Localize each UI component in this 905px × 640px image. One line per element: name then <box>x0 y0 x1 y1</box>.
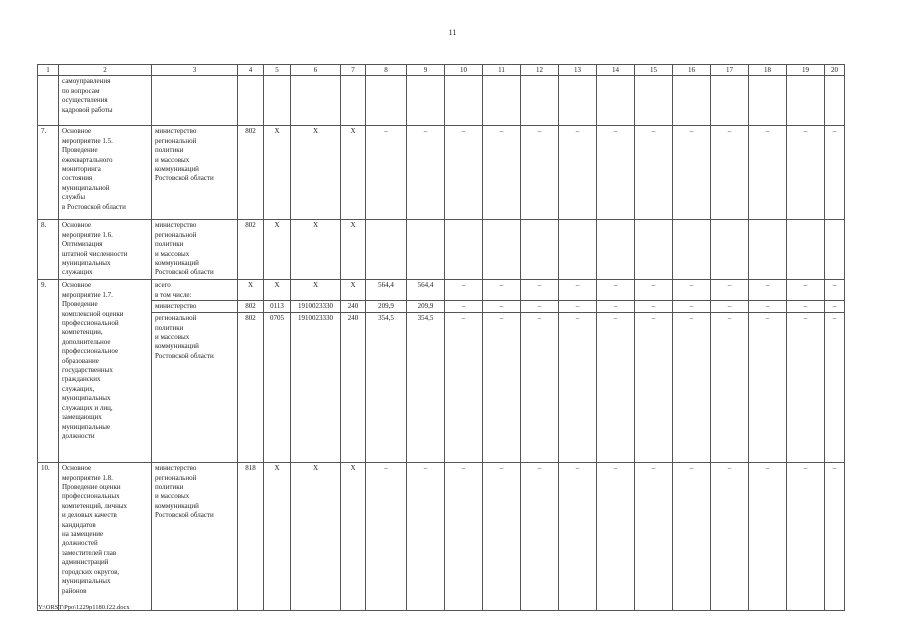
year-value-cell: 564,4 <box>407 280 445 301</box>
year-value-cell: – <box>749 280 787 301</box>
year-value-cell: – <box>483 280 521 301</box>
year-value-cell: – <box>825 280 845 301</box>
executor-cell: всего в том числе: <box>152 280 238 301</box>
year-value-cell: – <box>559 126 597 220</box>
year-value-cell: – <box>711 126 749 220</box>
year-value-cell: 354,5 <box>407 313 445 463</box>
year-value-cell <box>445 220 483 280</box>
year-value-cell: – <box>559 301 597 313</box>
year-value-cell: – <box>407 126 445 220</box>
total-expense-cell: 354,5 <box>366 313 407 463</box>
year-value-cell: – <box>825 126 845 220</box>
year-value-cell: – <box>559 313 597 463</box>
year-value-cell: – <box>635 313 673 463</box>
column-header: 19 <box>787 65 825 76</box>
column-header: 7 <box>341 65 366 76</box>
year-value-cell: – <box>711 313 749 463</box>
csr-cell: 1910023330 <box>291 301 341 313</box>
column-header: 15 <box>635 65 673 76</box>
row-number-cell: 8. <box>38 220 59 280</box>
rzpr-cell: 0705 <box>264 313 291 463</box>
year-value-cell: – <box>749 301 787 313</box>
total-expense-cell: 564,4 <box>366 280 407 301</box>
year-value-cell: – <box>521 280 559 301</box>
column-header: 10 <box>445 65 483 76</box>
year-value-cell: – <box>597 313 635 463</box>
year-value-cell: 209,9 <box>407 301 445 313</box>
year-value-cell: – <box>483 313 521 463</box>
year-value-cell: – <box>635 301 673 313</box>
table-row <box>38 301 845 313</box>
column-header: 14 <box>597 65 635 76</box>
year-value-cell: – <box>673 280 711 301</box>
table-row <box>38 280 845 301</box>
executor-cell: региональной политики и массовых коммуникаций Ростовской области <box>152 313 238 463</box>
column-header: 16 <box>673 65 711 76</box>
rzpr-cell <box>264 76 291 126</box>
year-value-cell: – <box>597 301 635 313</box>
rzpr-cell: X <box>264 463 291 611</box>
year-value-cell: – <box>749 463 787 611</box>
year-value-cell: – <box>787 463 825 611</box>
year-value-cell <box>711 220 749 280</box>
year-value-cell: – <box>445 463 483 611</box>
table-row <box>38 463 845 611</box>
column-number-row <box>38 65 845 76</box>
year-value-cell: – <box>787 126 825 220</box>
row-number-cell <box>38 76 59 126</box>
column-header: 2 <box>59 65 152 76</box>
executor-cell: министерство региональной политики и массовых коммуникаций Ростовской области <box>152 463 238 611</box>
year-value-cell <box>787 76 825 126</box>
year-value-cell <box>407 76 445 126</box>
year-value-cell <box>635 220 673 280</box>
year-value-cell: – <box>483 463 521 611</box>
year-value-cell <box>521 220 559 280</box>
year-value-cell <box>445 76 483 126</box>
vr-cell: X <box>341 463 366 611</box>
year-value-cell: – <box>635 463 673 611</box>
year-value-cell <box>483 76 521 126</box>
column-header: 20 <box>825 65 845 76</box>
csr-cell: 1910023330 <box>291 313 341 463</box>
year-value-cell <box>635 76 673 126</box>
year-value-cell: – <box>483 126 521 220</box>
column-header: 11 <box>483 65 521 76</box>
year-value-cell: – <box>825 463 845 611</box>
csr-cell <box>291 76 341 126</box>
row-number-cell: 7. <box>38 126 59 220</box>
column-header: 12 <box>521 65 559 76</box>
year-value-cell: – <box>597 280 635 301</box>
rzpr-cell: X <box>264 220 291 280</box>
executor-cell <box>152 76 238 126</box>
csr-cell: X <box>291 220 341 280</box>
year-value-cell <box>673 220 711 280</box>
year-value-cell: – <box>673 313 711 463</box>
year-value-cell <box>749 76 787 126</box>
activity-name-cell: Основное мероприятие 1.6. Оптимизация штатной численности муниципальных служащих <box>59 220 152 280</box>
table-row <box>38 220 845 280</box>
vr-cell: X <box>341 280 366 301</box>
year-value-cell: – <box>445 126 483 220</box>
total-expense-cell <box>366 76 407 126</box>
activity-name-cell: Основное мероприятие 1.7. Проведение комплексной оценки профессиональной компетенции, дополнительное профессиональное образование государственных гражданских служащих, муниципальных служащих и лиц, замещающих муниципальные должности <box>59 280 152 463</box>
rzpr-cell: X <box>264 280 291 301</box>
year-value-cell <box>673 76 711 126</box>
year-value-cell: – <box>483 301 521 313</box>
year-value-cell <box>559 76 597 126</box>
year-value-cell: – <box>787 301 825 313</box>
year-value-cell: – <box>521 313 559 463</box>
column-header: 5 <box>264 65 291 76</box>
year-value-cell: – <box>559 280 597 301</box>
vr-cell <box>341 76 366 126</box>
page-number: 11 <box>448 28 457 37</box>
year-value-cell <box>483 220 521 280</box>
executor-cell: министерство региональной политики и массовых коммуникаций Ростовской области <box>152 220 238 280</box>
year-value-cell: – <box>711 301 749 313</box>
column-header: 8 <box>366 65 407 76</box>
activity-name-cell: самоуправления по вопросам осуществления кадровой работы <box>59 76 152 126</box>
rzpr-cell: X <box>264 126 291 220</box>
year-value-cell <box>559 220 597 280</box>
year-value-cell: – <box>673 301 711 313</box>
column-header: 1 <box>38 65 59 76</box>
column-header: 18 <box>749 65 787 76</box>
year-value-cell: – <box>445 313 483 463</box>
grbs-cell: 802 <box>238 313 264 463</box>
executor-cell: министерство региональной политики и массовых коммуникаций Ростовской области <box>152 126 238 220</box>
vr-cell: 240 <box>341 313 366 463</box>
csr-cell: X <box>291 463 341 611</box>
year-value-cell: – <box>825 313 845 463</box>
grbs-cell: 802 <box>238 126 264 220</box>
year-value-cell: – <box>749 313 787 463</box>
column-header: 9 <box>407 65 445 76</box>
year-value-cell: – <box>635 126 673 220</box>
year-value-cell <box>825 220 845 280</box>
year-value-cell <box>407 220 445 280</box>
year-value-cell: – <box>787 280 825 301</box>
year-value-cell: – <box>673 463 711 611</box>
year-value-cell: – <box>673 126 711 220</box>
column-header: 6 <box>291 65 341 76</box>
year-value-cell <box>825 76 845 126</box>
year-value-cell: – <box>711 463 749 611</box>
year-value-cell <box>521 76 559 126</box>
year-value-cell <box>597 76 635 126</box>
year-value-cell <box>597 220 635 280</box>
year-value-cell: – <box>559 463 597 611</box>
vr-cell: X <box>341 220 366 280</box>
year-value-cell: – <box>711 280 749 301</box>
year-value-cell: – <box>407 463 445 611</box>
vr-cell: X <box>341 126 366 220</box>
year-value-cell: – <box>445 280 483 301</box>
year-value-cell: – <box>597 126 635 220</box>
year-value-cell: – <box>597 463 635 611</box>
csr-cell: X <box>291 280 341 301</box>
footer-file-path: Y:\ORST\Ppo\1229p1180.f22.docx <box>38 604 130 611</box>
year-value-cell: – <box>825 301 845 313</box>
year-value-cell <box>749 220 787 280</box>
total-expense-cell: 209,9 <box>366 301 407 313</box>
year-value-cell <box>787 220 825 280</box>
grbs-cell <box>238 76 264 126</box>
row-number-cell: 9. <box>38 280 59 463</box>
year-value-cell: – <box>635 280 673 301</box>
grbs-cell: X <box>238 280 264 301</box>
total-expense-cell: – <box>366 463 407 611</box>
row-number-cell: 10. <box>38 463 59 611</box>
total-expense-cell: – <box>366 126 407 220</box>
year-value-cell: – <box>749 126 787 220</box>
program-activities-table <box>37 64 845 611</box>
grbs-cell: 802 <box>238 220 264 280</box>
column-header: 17 <box>711 65 749 76</box>
grbs-cell: 818 <box>238 463 264 611</box>
grbs-cell: 802 <box>238 301 264 313</box>
column-header: 4 <box>238 65 264 76</box>
table-row <box>38 126 845 220</box>
table-row <box>38 76 845 126</box>
activity-name-cell: Основное мероприятие 1.8. Проведение оценки профессиональных компетенций, личных и деловых качеств кандидатов на замещение должностей заместителей глав администраций городских округов, муниципальных районов <box>59 463 152 611</box>
total-expense-cell <box>366 220 407 280</box>
year-value-cell: – <box>445 301 483 313</box>
year-value-cell: – <box>521 126 559 220</box>
rzpr-cell: 0113 <box>264 301 291 313</box>
year-value-cell: – <box>521 301 559 313</box>
table-row <box>38 313 845 463</box>
column-header: 3 <box>152 65 238 76</box>
year-value-cell: – <box>521 463 559 611</box>
csr-cell: X <box>291 126 341 220</box>
year-value-cell: – <box>787 313 825 463</box>
vr-cell: 240 <box>341 301 366 313</box>
executor-cell: министерство <box>152 301 238 313</box>
year-value-cell <box>711 76 749 126</box>
activity-name-cell: Основное мероприятие 1.5. Проведение ежеквартального мониторинга состояния муниципальной службы в Ростовской области <box>59 126 152 220</box>
column-header: 13 <box>559 65 597 76</box>
